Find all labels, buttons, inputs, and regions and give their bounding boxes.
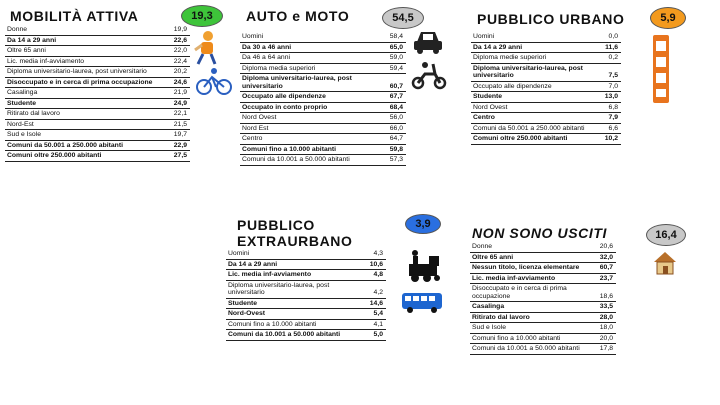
table-row xyxy=(5,151,190,162)
row-value: 22,0 xyxy=(159,46,190,57)
table-row xyxy=(5,130,190,141)
row-value: 20,6 xyxy=(585,242,616,252)
walking-person-icon xyxy=(190,30,222,66)
table-row xyxy=(240,113,406,124)
row-label: Lic. media inf-avviamento xyxy=(5,56,159,67)
row-label: Comuni fino a 10.000 abitanti xyxy=(240,144,375,155)
row-label: Da 30 a 46 anni xyxy=(240,42,375,53)
row-value: 64,7 xyxy=(375,134,406,145)
row-label: Occupato in conto proprio xyxy=(240,102,375,113)
table-row xyxy=(240,134,406,145)
row-label: Nessun titolo, licenza elementare xyxy=(470,263,585,274)
table-row xyxy=(226,309,386,320)
row-value: 10,6 xyxy=(355,259,386,270)
row-value: 4,8 xyxy=(355,270,386,281)
row-label: Comuni da 50.001 a 250.000 abitanti xyxy=(471,123,590,134)
row-label: Diploma universitario-laurea, post universitario xyxy=(5,67,159,78)
row-value: 13,0 xyxy=(590,92,621,103)
row-label: Studente xyxy=(5,98,159,109)
row-value: 4,1 xyxy=(355,319,386,330)
row-label: Oltre 65 anni xyxy=(470,252,585,263)
table-row xyxy=(471,53,621,64)
share-badge: 54,5 xyxy=(382,7,424,29)
row-label: Uomini xyxy=(240,32,375,42)
row-value: 0,0 xyxy=(590,32,621,42)
table-row xyxy=(471,42,621,53)
row-label: Da 46 a 64 anni xyxy=(240,53,375,64)
house-icon xyxy=(652,250,678,276)
table-row xyxy=(5,25,190,35)
table-row xyxy=(471,32,621,42)
row-value: 24,9 xyxy=(159,98,190,109)
table-row xyxy=(471,134,621,145)
table-row xyxy=(470,302,616,313)
row-value: 17,8 xyxy=(585,344,616,355)
data-table xyxy=(240,32,406,166)
row-label: Da 14 a 29 anni xyxy=(5,35,159,46)
row-value: 22,1 xyxy=(159,109,190,120)
row-label: Diploma universitario-laurea, post universitario xyxy=(226,280,355,298)
row-label: Comuni fino a 10.000 abitanti xyxy=(470,333,585,344)
row-label: Ritirato dal lavoro xyxy=(470,312,585,323)
row-label: Comuni fino a 10.000 abitanti xyxy=(226,319,355,330)
cyclist-icon xyxy=(196,67,232,95)
row-label: Disoccupato e in cerca di prima occupazione xyxy=(470,284,585,302)
row-label: Studente xyxy=(226,298,355,309)
table-row xyxy=(471,102,621,113)
table-row xyxy=(471,63,621,81)
row-value: 59,0 xyxy=(375,53,406,64)
table-row xyxy=(240,74,406,92)
data-table xyxy=(5,25,190,162)
panel-title: PUBBLICO EXTRAURBANO xyxy=(237,217,353,249)
row-value: 24,6 xyxy=(159,77,190,88)
row-value: 22,6 xyxy=(159,35,190,46)
row-label: Casalinga xyxy=(470,302,585,313)
table-row xyxy=(471,113,621,124)
table-row xyxy=(5,109,190,120)
row-label: Centro xyxy=(240,134,375,145)
row-value: 21,5 xyxy=(159,119,190,130)
row-value: 66,0 xyxy=(375,123,406,134)
table-row xyxy=(471,123,621,134)
row-label: Studente xyxy=(471,92,590,103)
table-row xyxy=(5,98,190,109)
table-row xyxy=(471,81,621,92)
row-value: 59,8 xyxy=(375,144,406,155)
row-label: Centro xyxy=(471,113,590,124)
table-row xyxy=(240,102,406,113)
row-value: 7,9 xyxy=(590,113,621,124)
data-table xyxy=(226,249,386,341)
row-value: 68,4 xyxy=(375,102,406,113)
row-value: 58,4 xyxy=(375,32,406,42)
row-label: Sud e Isole xyxy=(470,323,585,334)
row-value: 18,6 xyxy=(585,284,616,302)
row-label: Nord Ovest xyxy=(471,102,590,113)
table-row xyxy=(5,119,190,130)
row-value: 4,2 xyxy=(355,280,386,298)
train-icon xyxy=(403,250,447,284)
row-label: Comuni oltre 250.000 abitanti xyxy=(471,134,590,145)
row-label: Comuni da 10.001 a 50.000 abitanti xyxy=(226,330,355,341)
table-row xyxy=(5,46,190,57)
bus-icon xyxy=(650,33,672,105)
row-value: 19,9 xyxy=(159,25,190,35)
table-row xyxy=(240,92,406,103)
row-value: 7,0 xyxy=(590,81,621,92)
row-value: 27,5 xyxy=(159,151,190,162)
row-value: 28,0 xyxy=(585,312,616,323)
table-row xyxy=(470,273,616,284)
row-label: Ritirato dal lavoro xyxy=(5,109,159,120)
table-row xyxy=(240,144,406,155)
row-label: Nord Ovest xyxy=(240,113,375,124)
table-row xyxy=(470,323,616,334)
row-value: 33,5 xyxy=(585,302,616,313)
row-value: 32,0 xyxy=(585,252,616,263)
row-label: Casalinga xyxy=(5,88,159,99)
row-label: Disoccupato e in cerca di prima occupazione xyxy=(5,77,159,88)
table-row xyxy=(240,155,406,166)
row-value: 56,0 xyxy=(375,113,406,124)
row-value: 5,4 xyxy=(355,309,386,320)
row-value: 20,2 xyxy=(159,67,190,78)
row-label: Nord-Ovest xyxy=(226,309,355,320)
panel-title: NON SONO USCITI xyxy=(472,225,608,241)
share-badge: 16,4 xyxy=(646,224,686,246)
row-label: Comuni oltre 250.000 abitanti xyxy=(5,151,159,162)
row-label: Comuni da 10.001 a 50.000 abitanti xyxy=(470,344,585,355)
row-label: Occupato alle dipendenze xyxy=(240,92,375,103)
data-table xyxy=(470,242,616,355)
row-value: 4,3 xyxy=(355,249,386,259)
row-label: Comuni da 10.001 a 50.000 abitanti xyxy=(240,155,375,166)
row-value: 14,6 xyxy=(355,298,386,309)
row-label: Nord-Est xyxy=(5,119,159,130)
row-value: 57,3 xyxy=(375,155,406,166)
row-label: Da 14 a 29 anni xyxy=(226,259,355,270)
panel-title: PUBBLICO URBANO xyxy=(477,11,625,27)
table-row xyxy=(470,333,616,344)
table-row xyxy=(470,263,616,274)
table-row xyxy=(226,270,386,281)
row-label: Oltre 65 anni xyxy=(5,46,159,57)
share-badge: 5,9 xyxy=(650,7,686,29)
row-label: Da 14 a 29 anni xyxy=(471,42,590,53)
row-label: Diploma media superiori xyxy=(240,63,375,74)
table-row xyxy=(240,42,406,53)
row-label: Diploma universitario-laurea, post universitario xyxy=(471,63,590,81)
table-row xyxy=(226,330,386,341)
row-value: 19,7 xyxy=(159,130,190,141)
row-label: Donne xyxy=(470,242,585,252)
coach-bus-icon xyxy=(400,290,444,314)
table-row xyxy=(470,242,616,252)
row-label: Diploma universitario-laurea, post universitario xyxy=(240,74,375,92)
table-row xyxy=(240,53,406,64)
row-value: 67,7 xyxy=(375,92,406,103)
row-label: Lic. media inf-avviamento xyxy=(470,273,585,284)
scooter-icon xyxy=(411,60,447,90)
table-row xyxy=(5,56,190,67)
car-icon xyxy=(411,28,445,56)
table-row xyxy=(5,140,190,151)
row-value: 60,7 xyxy=(375,74,406,92)
row-value: 0,2 xyxy=(590,53,621,64)
table-row xyxy=(226,319,386,330)
row-value: 23,7 xyxy=(585,273,616,284)
table-row xyxy=(240,32,406,42)
row-label: Uomini xyxy=(226,249,355,259)
row-value: 7,5 xyxy=(590,63,621,81)
row-label: Lic. media inf-avviamento xyxy=(226,270,355,281)
table-row xyxy=(5,88,190,99)
panel-title: AUTO e MOTO xyxy=(246,8,350,24)
row-value: 20,0 xyxy=(585,333,616,344)
row-label: Nord Est xyxy=(240,123,375,134)
table-row xyxy=(5,67,190,78)
row-value: 6,8 xyxy=(590,102,621,113)
row-value: 6,6 xyxy=(590,123,621,134)
row-label: Diploma medie superiori xyxy=(471,53,590,64)
table-row xyxy=(240,123,406,134)
row-value: 5,0 xyxy=(355,330,386,341)
row-label: Comuni da 50.001 a 250.000 abitanti xyxy=(5,140,159,151)
share-badge: 19,3 xyxy=(181,5,223,27)
row-value: 21,9 xyxy=(159,88,190,99)
row-value: 59,4 xyxy=(375,63,406,74)
table-row xyxy=(226,298,386,309)
table-row xyxy=(226,280,386,298)
table-row xyxy=(226,259,386,270)
row-value: 65,0 xyxy=(375,42,406,53)
table-row xyxy=(5,77,190,88)
row-value: 22,4 xyxy=(159,56,190,67)
table-row xyxy=(470,284,616,302)
share-badge: 3,9 xyxy=(405,214,441,234)
row-label: Donne xyxy=(5,25,159,35)
table-row xyxy=(226,249,386,259)
row-value: 60,7 xyxy=(585,263,616,274)
table-row xyxy=(470,344,616,355)
table-row xyxy=(5,35,190,46)
table-row xyxy=(470,312,616,323)
row-value: 10,2 xyxy=(590,134,621,145)
row-label: Uomini xyxy=(471,32,590,42)
table-row xyxy=(471,92,621,103)
panel-title: MOBILITÀ ATTIVA xyxy=(10,8,139,24)
row-value: 22,9 xyxy=(159,140,190,151)
row-value: 11,6 xyxy=(590,42,621,53)
table-row xyxy=(470,252,616,263)
row-label: Occupato alle dipendenze xyxy=(471,81,590,92)
table-row xyxy=(240,63,406,74)
row-label: Sud e Isole xyxy=(5,130,159,141)
data-table xyxy=(471,32,621,145)
row-value: 18,0 xyxy=(585,323,616,334)
